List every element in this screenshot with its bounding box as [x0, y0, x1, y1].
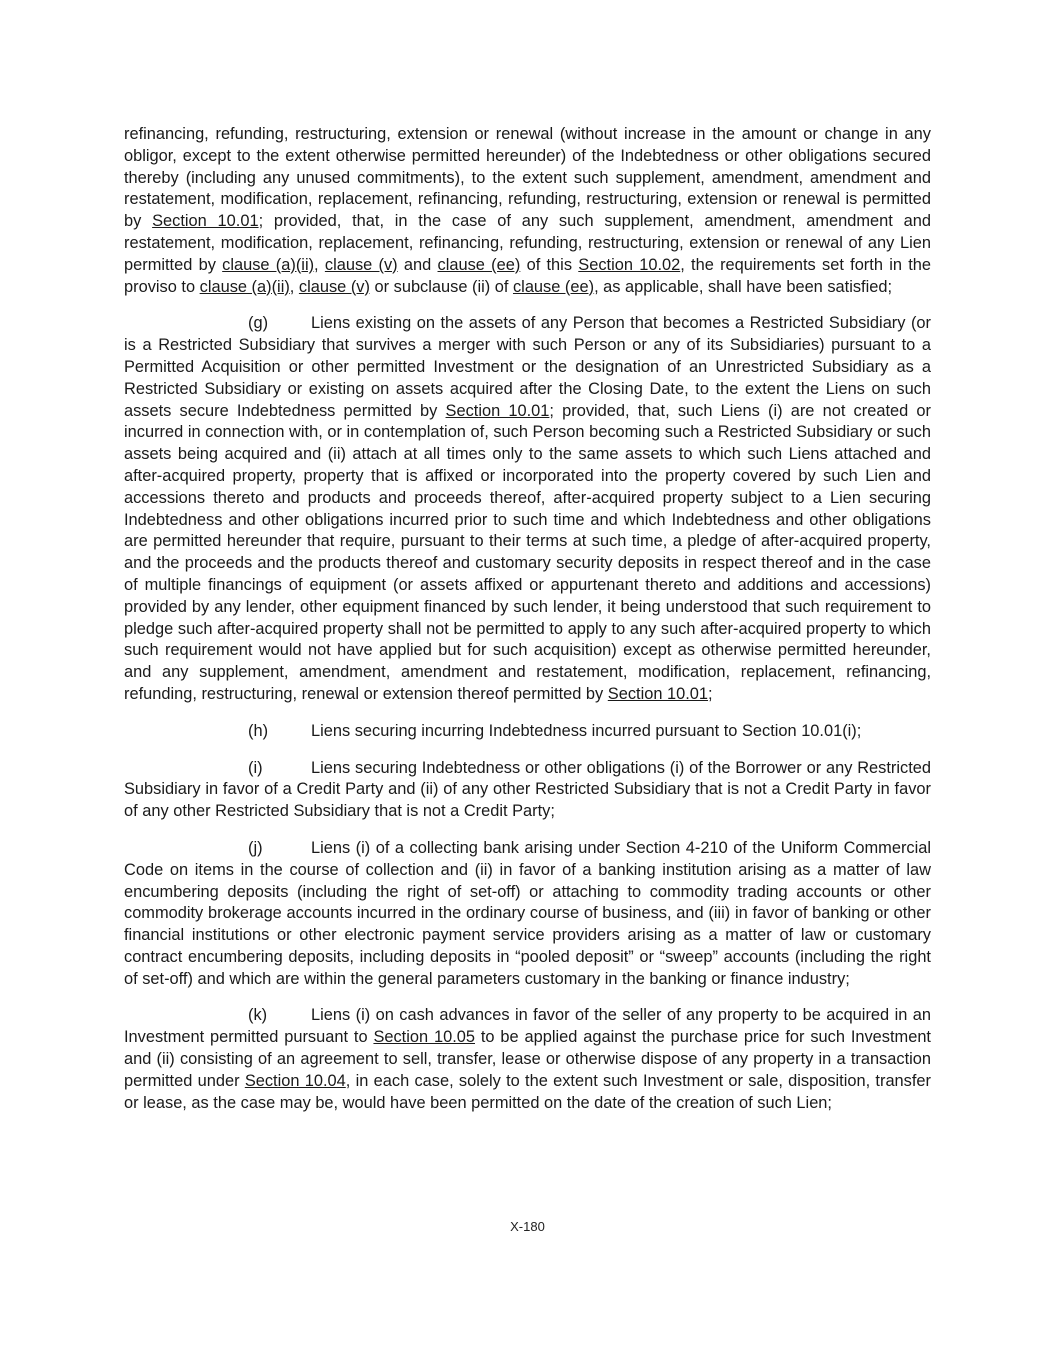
cross-reference: clause (v): [298, 277, 370, 296]
cross-reference: clause (ee): [512, 277, 595, 296]
paragraph-i: [124, 758, 931, 823]
clause-label: (i): [248, 758, 263, 777]
text-run: Liens existing on the assets of any Person that becomes a Restricted Subsidiary (or is a Restricted Subsidiary that survives a merger with such Person or any of its Subsidiaries) pursuant to a Permitted Acquisition or other permitted Investment or the designation of an Unrestricted Subsidiary as a Restricted Subsidiary or existing on assets acquired after the Closing Date, to the extent the Liens on such assets secure Indebtedness permitted by: [124, 314, 931, 420]
paragraph-f-continuation: [124, 124, 931, 298]
text-run: ,: [314, 255, 325, 274]
cross-reference: clause (a)(ii): [222, 255, 315, 274]
clause-label: (j): [248, 838, 263, 857]
text-run: or subclause (ii) of: [369, 277, 513, 296]
cross-reference: clause (ee): [437, 255, 521, 274]
paragraph-g: [124, 313, 931, 705]
text-run: Liens securing Indebtedness or other obligations (i) of the Borrower or any Restricted Subsidiary in favor of a Credit Party and (ii) of any other Restricted Subsidiary that is not a Credit Party in favor of any other Restricted Subsidiary that is not a Credit Party;: [124, 758, 931, 821]
document-page: [124, 124, 931, 1129]
text-run: ; provided, that, in the case of any such supplement, amendment, amendment and restatement, modification, replacement, refinancing, refunding, restructuring, extension or renewal of any Lien permitted by: [124, 212, 931, 274]
text-run: Liens securing incurring Indebtedness incurred pursuant to Section 10.01(i);: [311, 721, 862, 740]
paragraph-h: [124, 721, 931, 743]
cross-reference: Section 10.04: [244, 1071, 346, 1090]
text-run: and: [397, 255, 438, 274]
text-run: to be applied against the purchase price for such Investment and (ii) consisting of an agreement to sell, transfer, lease or otherwise dispose of any property in a transaction permitted under: [124, 1028, 931, 1090]
page-number: X-180: [510, 1219, 545, 1234]
text-run: ,: [289, 277, 299, 296]
paragraph-k: [124, 1005, 931, 1114]
cross-reference: clause (v): [324, 255, 398, 274]
text-run: ; provided, that, such Liens (i) are not created or incurred in connection with, or in contemplation of, such Person becoming such a Restricted Subsidiary or such assets being acquired and (ii) attach at all times only to the same assets to which such Liens attached and after-acquired property, property that is affixed or incorporated into the property covered by such Lien and accessions thereto and products and proceeds thereof, after-acquired property subject to a Lien securing Indebtedness and other obligations incurred prior to such time and which Indebtedness and other obligations are permitted hereunder that require, pursuant to their terms at such time, a pledge of after-acquired property, and the proceeds and the products thereof and customary security deposits in respect thereof and in the case of multiple financings of equipment (or assets affixed or appurtenant thereto and additions and accessions) provided by any lender, other equipment financed by such lender, it being understood that such requirement to pledge such after-acquired property shall not be permitted to apply to any such after-acquired property to which such requirement would not have applied but for such acquisition) except as otherwise permitted hereunder, and any supplement, amendment, amendment and restatement, modification, replacement, refinancing, refunding, restructuring, renewal or extension thereof permitted by: [124, 401, 931, 703]
cross-reference: Section 10.01: [445, 401, 550, 420]
cross-reference: Section 10.05: [373, 1028, 475, 1047]
clause-label: (k): [248, 1006, 268, 1025]
cross-reference: clause (a)(ii): [199, 277, 290, 296]
text-run: , the requirements set forth in the proviso to: [124, 255, 932, 296]
cross-reference: Section 10.01: [152, 212, 259, 231]
clause-label: (g): [248, 314, 269, 333]
text-run: refinancing, refunding, restructuring, extension or renewal (without increase in the amount or change in any obligor, except to the extent otherwise permitted hereunder) of the Indebtedness or other obligations secured thereby (including any unused commitments), to the extent such supplement, amendment, amendment and restatement, modification, replacement, refinancing, refunding, restructuring, extension or renewal is permitted by: [124, 125, 931, 231]
text-run: , as applicable, shall have been satisfied;: [594, 277, 893, 296]
paragraph-j: [124, 838, 931, 991]
text-run: , in each case, solely to the extent such Investment or sale, disposition, transfer or lease, as the case may be, would have been permitted on the date of the creation of such Lien;: [124, 1071, 931, 1112]
text-run: Liens (i) on cash advances in favor of the seller of any property to be acquired in an Investment permitted pursuant to: [124, 1006, 931, 1047]
clause-label: (h): [248, 721, 269, 740]
cross-reference: Section 10.01: [607, 684, 709, 703]
cross-reference: Section 10.02: [578, 255, 681, 274]
text-run: Liens (i) of a collecting bank arising under Section 4-210 of the Uniform Commercial Code on items in the course of collection and (ii) in favor of a banking institution arising as a matter of law encumbering deposits (including the right of set-off) or attaching to commodity trading accounts or other commodity brokerage accounts incurred in the ordinary course of business, and (iii) in favor of banking or other financial institutions or other electronic payment service providers arising as a matter of law or customary contract encumbering deposits, including deposits in “pooled deposit” or “sweep” accounts (including the right of set-off) and which are within the general parameters customary in the banking or finance industry;: [124, 838, 931, 988]
text-run: of this: [520, 255, 579, 274]
text-run: ;: [708, 684, 713, 703]
